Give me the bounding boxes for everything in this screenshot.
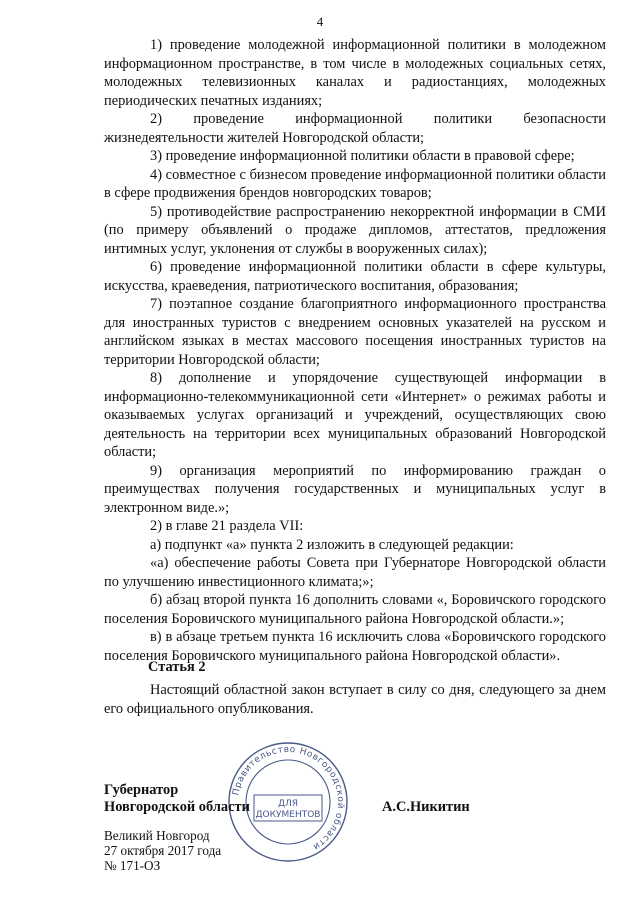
paragraph-subitem-a: а) подпункт «а» пункта 2 изложить в следующей редакции: bbox=[150, 536, 514, 553]
stamp-inner-line-1: ДЛЯ bbox=[277, 799, 299, 809]
signatory-title-line-2: Новгородской области bbox=[104, 799, 250, 815]
date: 27 октября 2017 года bbox=[104, 843, 222, 858]
paragraph-subitem-v: в) в абзаце третьем пункта 16 исключить слова «Боровичского городского поселения Боровичского муниципального района Новгородской области». bbox=[104, 629, 606, 664]
paragraph-subitem-b: б) абзац второй пункта 16 дополнить словами «, Боровичского городского поселения Боровичского муниципального района Новгородской области.»; bbox=[104, 592, 606, 627]
paragraph-item-6: 6) проведение информационной политики области в сфере культуры, искусства, краеведения, патриотического воспитания, образования; bbox=[104, 259, 606, 294]
city: Великий Новгород bbox=[104, 828, 210, 843]
article-heading: Статья 2 bbox=[148, 659, 206, 675]
article-text: Настоящий областной закон вступает в силу со дня, следующего за днем его официального опубликования. bbox=[104, 682, 606, 717]
signatory-title bbox=[104, 782, 250, 816]
signatory-title-line-1: Губернатор bbox=[104, 782, 179, 798]
stamp-outer-text: Правительство Новгородской области bbox=[231, 744, 346, 852]
paragraph-item-7: 7) поэтапное создание благоприятного информационного пространства для иностранных туристов с внедрением основных указателей на русском и английском языках в местах массового посещения иностранных туристов на территории Новгородской области; bbox=[104, 296, 606, 368]
page-number: 4 bbox=[316, 14, 324, 29]
law-number: № 171-ОЗ bbox=[104, 858, 161, 873]
paragraph-item-2: 2) проведение информационной политики безопасности жизнедеятельности жителей Новгородской области; bbox=[104, 111, 606, 146]
law-amendments-text bbox=[104, 36, 606, 665]
paragraph-item-5: 5) противодействие распространению некорректной информации в СМИ (по примеру объявлений о продаже дипломов, аттестатов, предложения интимных услуг, уклонения от службы в вооруженных силах); bbox=[104, 203, 606, 257]
paragraph-item-3: 3) проведение информационной политики области в правовой сфере; bbox=[150, 148, 575, 164]
paragraph-item-4: 4) совместное с бизнесом проведение информационной политики области в сфере продвижения брендов новгородских товаров; bbox=[104, 166, 606, 201]
signatory-name: А.С.Никитин bbox=[382, 799, 470, 815]
paragraph-item-8: 8) дополнение и упорядочение существующей информации в информационно-телекоммуникационной сети «Интернет» о режимах работы и оказываемых услугах организаций и учреждений, осуществляющих свою деятельность на территории всех муниципальных образований Новгородской области; bbox=[104, 370, 606, 460]
paragraph-item-1: 1) проведение молодежной информационной политики в молодежном информационном пространстве, в том числе в молодежных социальных сетях, молодежных телевизионных каналах и радиостанциях, молодежных периодических печатных изданиях; bbox=[104, 37, 606, 109]
paragraph-quoted-a: «а) обеспечение работы Совета при Губернаторе Новгородской области по улучшению инвестиционного климата;»; bbox=[104, 555, 606, 590]
paragraph-chapter-21: 2) в главе 21 раздела VII: bbox=[150, 518, 304, 534]
stamp-inner-line-2: ДОКУМЕНТОВ bbox=[255, 810, 321, 820]
place-and-date bbox=[104, 828, 221, 873]
paragraph-item-9: 9) организация мероприятий по информированию граждан о преимуществах получения государственных и муниципальных услуг в электронном виде.»; bbox=[104, 462, 606, 516]
